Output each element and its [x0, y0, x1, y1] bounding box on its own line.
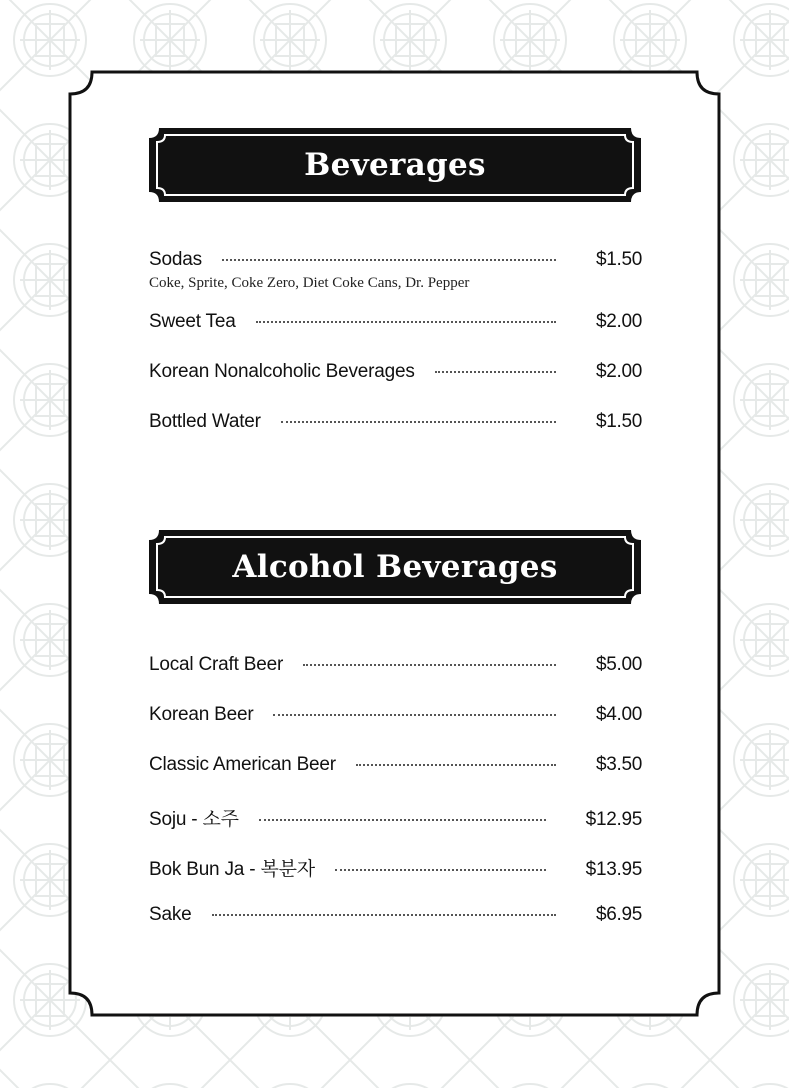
section-title: Beverages: [304, 147, 486, 183]
menu-item-korean-nonalcoholic: [149, 361, 642, 391]
menu-item-sweet-tea: [149, 311, 642, 341]
item-price: $6.95: [595, 904, 642, 925]
item-name: Soju - 소주: [149, 809, 239, 830]
item-price: $2.00: [595, 311, 642, 332]
item-name: Classic American Beer: [149, 754, 336, 775]
menu-item-sodas: [149, 249, 642, 291]
item-name: Sodas: [149, 249, 202, 270]
item-price: $2.00: [595, 361, 642, 382]
item-name: Local Craft Beer: [149, 654, 284, 675]
item-name: Korean Beer: [149, 704, 254, 725]
item-price: $4.00: [595, 704, 642, 725]
item-price: $12.95: [585, 809, 642, 830]
section-banner-beverages: [149, 128, 641, 202]
item-name: Sake: [149, 904, 192, 925]
item-name: Korean Nonalcoholic Beverages: [149, 361, 415, 382]
section-title: Alcohol Beverages: [232, 549, 558, 585]
menu-item-bottled-water: [149, 411, 642, 441]
dot-leader: [273, 712, 555, 716]
dot-leader: [222, 257, 556, 261]
item-price: $3.50: [595, 754, 642, 775]
item-name: Sweet Tea: [149, 311, 236, 332]
item-name: Bok Bun Ja - 복분자: [149, 859, 315, 880]
menu-item-soju: [149, 804, 642, 834]
menu-item-sake: [149, 904, 642, 934]
menu-item-korean-beer: [149, 704, 642, 734]
item-name: Bottled Water: [149, 411, 261, 432]
item-price: $1.50: [595, 411, 642, 432]
dot-leader: [259, 817, 546, 821]
dot-leader: [435, 369, 556, 373]
menu-item-bok-bun-ja: [149, 854, 642, 884]
dot-leader: [335, 867, 546, 871]
item-description: Coke, Sprite, Coke Zero, Diet Coke Cans, Dr. Pepper: [149, 275, 470, 291]
dot-leader: [212, 912, 556, 916]
item-price: $13.95: [585, 859, 642, 880]
dot-leader: [356, 762, 556, 766]
dot-leader: [256, 319, 556, 323]
menu-item-local-craft-beer: [149, 654, 642, 684]
dot-leader: [281, 419, 556, 423]
section-banner-alcohol: [149, 530, 641, 604]
menu-item-classic-american-beer: [149, 754, 642, 784]
dot-leader: [303, 662, 556, 666]
item-price: $5.00: [595, 654, 642, 675]
item-price: $1.50: [595, 249, 642, 270]
